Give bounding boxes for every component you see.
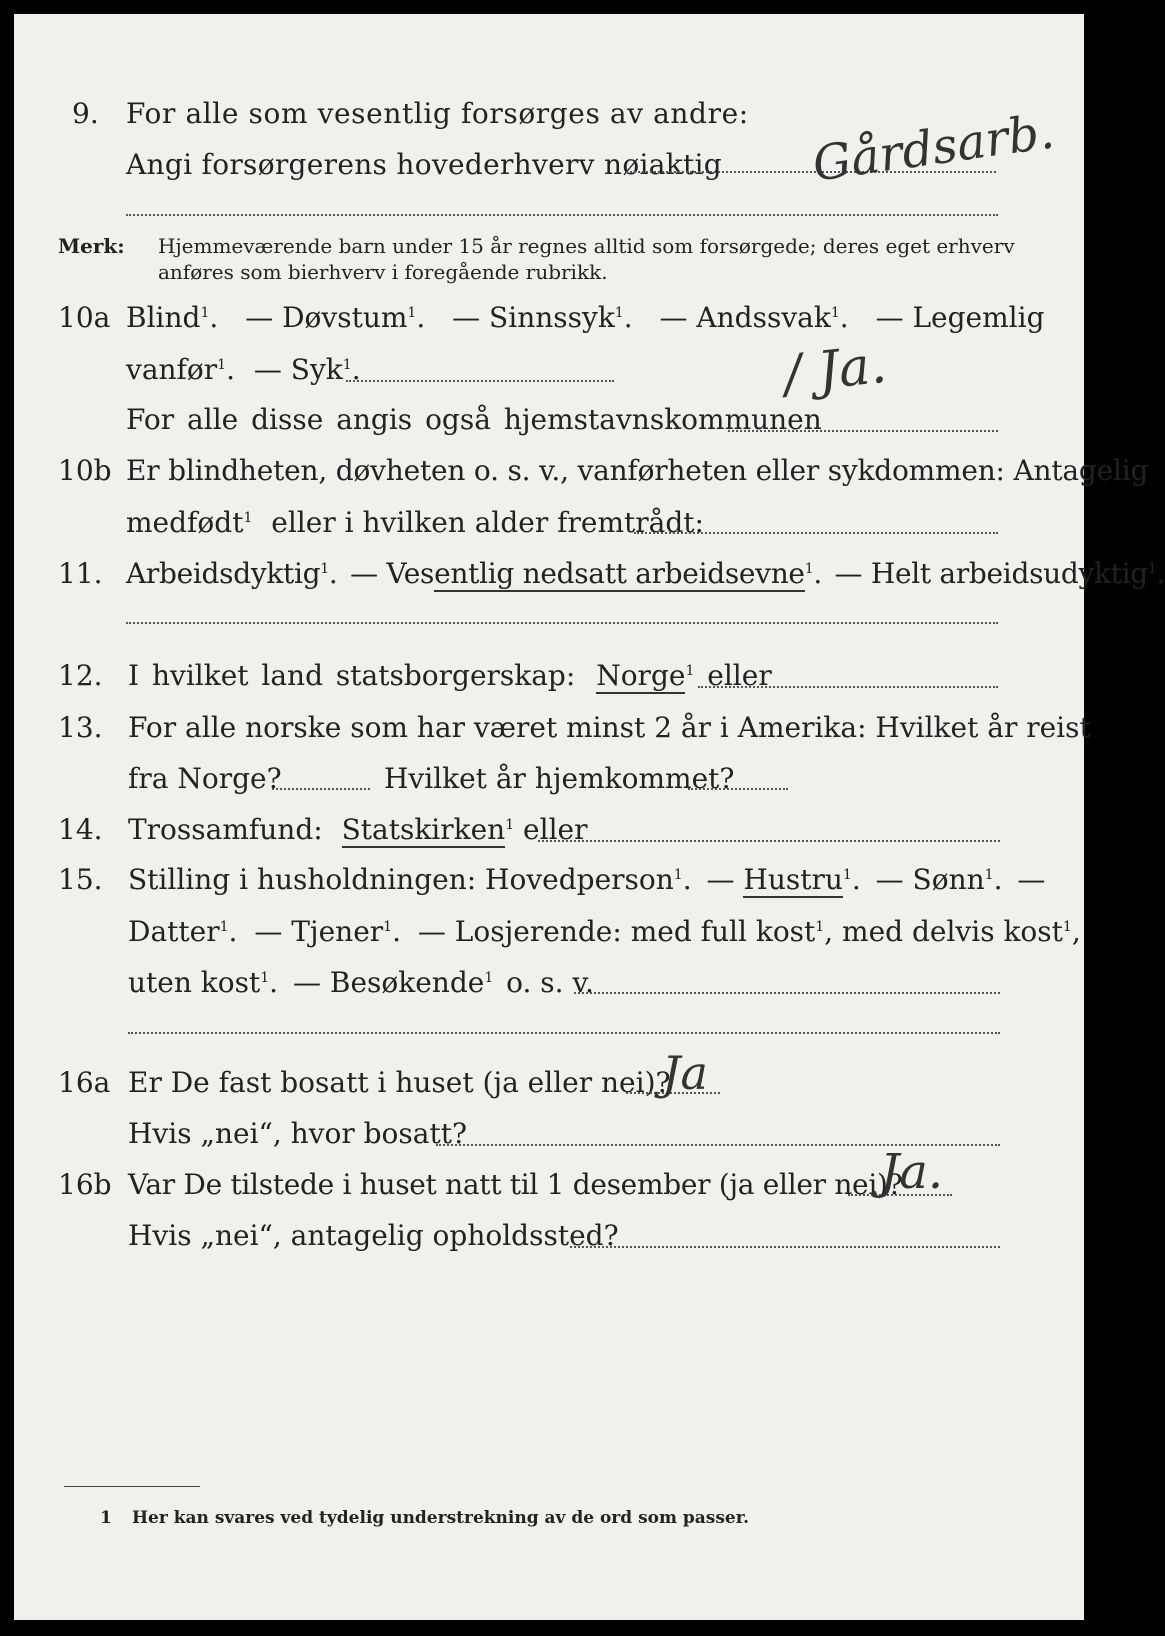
q10a-line1: Blind$^1$. — Døvstum$^1$. — Sinnssyk$^1$. — Andssvak$^1$. — Legemlig — [126, 301, 1045, 334]
q15-answer-line — [574, 992, 1000, 994]
q13-right-line — [688, 788, 788, 790]
q13-line2b: Hvilket år hjemkommet? — [384, 762, 735, 795]
q13-left-line — [272, 788, 370, 790]
q14-underlined-answer: Statskirken — [341, 813, 506, 846]
q14-answer-line — [538, 840, 1000, 842]
q15-number: 15. — [58, 863, 103, 896]
q10a-line2: vanfør$^1$. — Syk$^1$. — [126, 353, 361, 386]
option-blind: Blind — [126, 301, 201, 334]
q9-line1: For alle som vesentlig forsørges av andre: — [126, 97, 749, 130]
q11-underlined-answer: entlig nedsatt arbeidsevne — [434, 557, 805, 590]
q14-number: 14. — [58, 813, 103, 846]
q16b-line2: Hvis „nei“, antagelig opholdssted? — [128, 1219, 619, 1252]
census-form-page — [14, 14, 1165, 1620]
q12-number: 12. — [58, 659, 103, 692]
q11-extra-line — [126, 622, 998, 624]
q12-line: I hvilket land statsborgerskap: Norge$^1$ eller — [128, 659, 772, 692]
q9-extra-line — [126, 214, 998, 216]
q9-number: 9. — [72, 97, 99, 130]
footnote-text: Her kan svares ved tydelig understrekning av de ord som passer. — [132, 1508, 750, 1528]
q16a-handwritten-answer: Ja — [662, 1046, 708, 1100]
option-legemlig: — Legemlig — [875, 301, 1045, 334]
q10a-handwritten-answer: / Ja. — [781, 334, 890, 406]
option-dovstum: — Døvstum — [245, 301, 408, 334]
q13-line1: For alle norske som har været minst 2 år i Amerika: Hvilket år reist — [128, 711, 1091, 744]
option-sinnssyk: — Sinnssyk — [452, 301, 615, 334]
q10a-syk-line — [346, 380, 614, 382]
q16a-number: 16a — [58, 1066, 111, 1099]
option-andssvak: — Andssvak — [659, 301, 831, 334]
q15-line3: uten kost$^1$. — Besøkende$^1$ o. s. v. — [128, 966, 594, 999]
option-vanfor: vanfør — [126, 353, 218, 386]
q10b-answer-line — [634, 532, 998, 534]
q13-number: 13. — [58, 711, 103, 744]
footnote-rule — [64, 1486, 200, 1487]
q10a-answer-line — [728, 430, 998, 432]
q16b-handwritten-answer: Ja. — [880, 1144, 944, 1200]
q11-number: 11. — [58, 557, 103, 590]
q15-extra-line — [128, 1032, 1000, 1034]
q10a-number: 10a — [58, 301, 111, 334]
q9-line2: Angi forsørgerens hovederhverv nøiaktig — [126, 148, 723, 181]
q16b-line1: Var De tilstede i huset natt til 1 desember (ja eller nei)? — [128, 1168, 903, 1201]
q10b-number: 10b — [58, 454, 112, 487]
q10b-line1: Er blindheten, døvheten o. s. v., vanførheten eller sykdommen: Antagelig — [126, 454, 1149, 487]
option-syk: — Syk — [253, 353, 343, 386]
footnote-mark: 1 — [100, 1508, 112, 1528]
merk-line2: anføres som bierhverv i foregående rubrikk. — [158, 260, 608, 284]
q11-line: Arbeidsdyktig$^1$. — Vesentlig nedsatt arbeidsevne$^1$. — Helt arbeidsudyktig$^1$. — [126, 557, 1165, 590]
merk-line1: Hjemmeværende barn under 15 år regnes alltid som forsørgede; deres eget erhverv — [158, 234, 1015, 258]
q15-line1: Stilling i husholdningen: Hovedperson$^1$. — Hustru$^1$. — Sønn$^1$. — — [128, 863, 1046, 896]
q13-line2a: fra Norge? — [128, 762, 282, 795]
merk-label: Merk: — [58, 234, 125, 258]
q9-handwritten-answer: Gårdsarb. — [809, 103, 1058, 193]
q10a-line3: For alle disse angis også hjemstavnskommunen — [126, 403, 822, 436]
q10b-line2: medfødt$^1$ eller i hvilken alder fremtrådt: — [126, 506, 704, 539]
q16b-opholdssted-line — [570, 1246, 1000, 1248]
q12-underlined-answer: Norge — [596, 659, 686, 692]
q16b-number: 16b — [58, 1168, 112, 1201]
q14-line: Trossamfund: Statskirken$^1$ eller — [128, 813, 588, 846]
q15-line2: Datter$^1$. — Tjener$^1$. — Losjerende: med full kost$^1$, med delvis kost$^1$, — [128, 915, 1081, 948]
q16a-line1: Er De fast bosatt i huset (ja eller nei)? — [128, 1066, 671, 1099]
q16a-line2: Hvis „nei“, hvor bosatt? — [128, 1117, 467, 1150]
q15-underlined-answer: Hustru — [743, 863, 843, 896]
q12-answer-line — [698, 686, 998, 688]
